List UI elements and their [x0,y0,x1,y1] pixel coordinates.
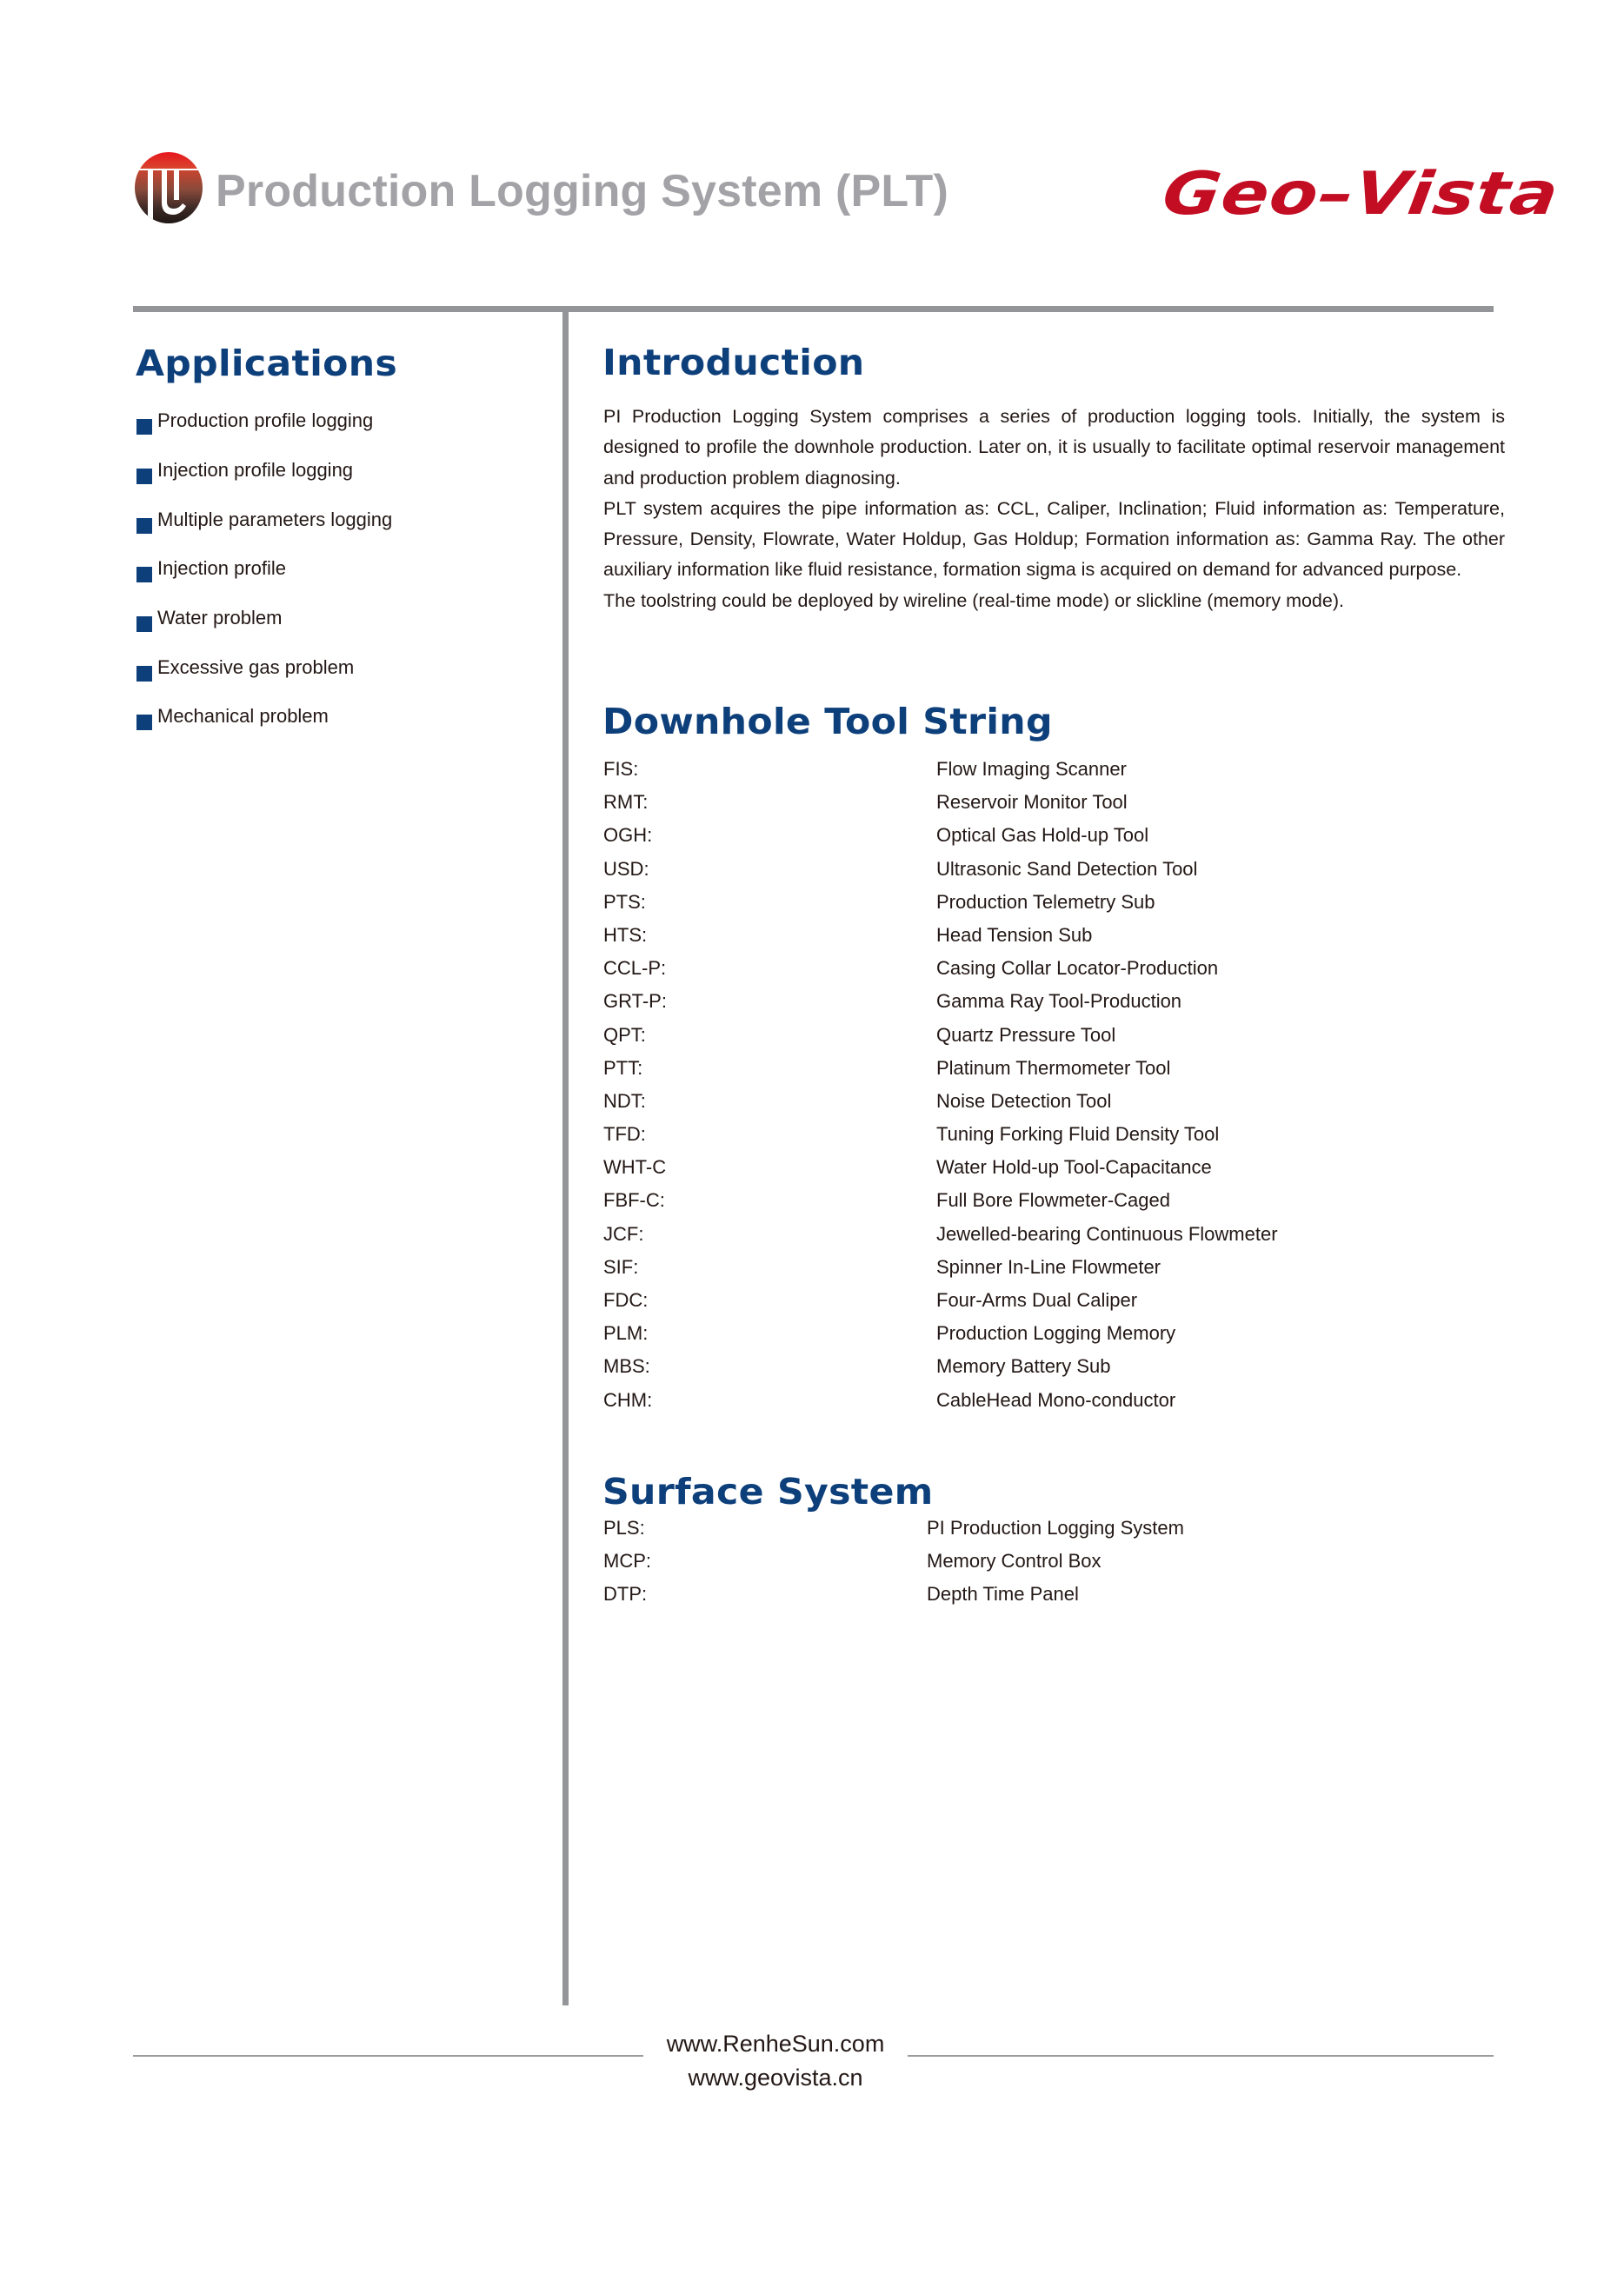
tool-string-table [603,758,1278,1422]
page-title: Production Logging System (PLT) [216,166,948,216]
system-name: Depth Time Panel [927,1583,1079,1605]
system-code: DTP: [603,1583,648,1605]
tool-name: Platinum Thermometer Tool [936,1056,1171,1079]
table-row [603,1223,1278,1256]
table-row [603,1057,1278,1090]
square-bullet-icon [136,567,152,582]
list-item: Mechanical problem [136,704,392,754]
tool-name: Water Hold-up Tool-Capacitance [936,1156,1212,1179]
tool-name: Reservoir Monitor Tool [936,791,1128,814]
table-row [603,1517,1184,1550]
introduction-heading: Introduction [602,342,865,383]
table-row [603,1389,1278,1422]
tool-code: SIF: [603,1255,639,1278]
table-row [603,957,1278,990]
tool-name: Optical Gas Hold-up Tool [936,824,1149,847]
system-code: PLS: [603,1517,645,1539]
tool-code: QPT: [603,1023,646,1046]
applications-heading: Applications [136,342,398,384]
system-name: Memory Control Box [927,1550,1102,1572]
tool-code: CCL-P: [603,957,667,980]
tool-code: HTS: [603,923,648,946]
tool-code: PTT: [603,1056,643,1079]
table-row [603,1256,1278,1289]
table-row [603,791,1278,824]
company-emblem-icon [134,151,203,224]
list-item: Injection profile logging [136,458,392,508]
tool-name: Quartz Pressure Tool [936,1023,1116,1046]
tool-code: FBF-C: [603,1189,665,1212]
tool-code: JCF: [603,1222,644,1245]
tool-name: Casing Collar Locator-Production [936,957,1219,980]
footer-link-renhesun[interactable]: www.RenheSun.com [666,2031,885,2057]
list-item: Multiple parameters logging [136,507,392,556]
table-row [603,1156,1278,1189]
surface-system-heading: Surface System [602,1471,934,1513]
tool-code: CHM: [603,1388,653,1411]
footer-divider-right [908,2055,1494,2057]
tool-code: RMT: [603,791,649,814]
footer-links [644,2027,907,2095]
square-bullet-icon [136,518,152,534]
tool-name: CableHead Mono-conductor [936,1388,1176,1411]
tool-name: Jewelled-bearing Continuous Flowmeter [936,1222,1278,1245]
table-row [603,824,1278,857]
intro-paragraph: The toolstring could be deployed by wireline (real-time mode) or slickline (memory mode). [603,589,1344,611]
tool-code: GRT-P: [603,990,667,1013]
list-item: Production profile logging [136,409,392,458]
intro-paragraph: PLT system acquires the pipe information as: CCL, Caliper, Inclination; Fluid information as: Temperature, Pressure, Density, Flowrate, Water Holdup, Gas Holdup; Formation information as: Gamma Ray. The other auxiliary information like fluid resistance, formation sigma is acquired on demand for advanced purpose. [603,497,1505,581]
column-divider [562,306,569,2005]
introduction-body [603,402,1505,616]
tool-name: Noise Detection Tool [936,1089,1112,1112]
tool-name: Tuning Forking Fluid Density Tool [936,1123,1220,1146]
applications-list [136,409,392,754]
tool-name: Ultrasonic Sand Detection Tool [936,857,1198,880]
tool-code: TFD: [603,1123,646,1146]
footer-link-geovista[interactable]: www.geovista.cn [688,2065,863,2091]
table-row [603,758,1278,791]
table-row [603,1090,1278,1123]
list-item: Excessive gas problem [136,655,392,704]
table-row [603,1355,1278,1388]
tool-code: FIS: [603,758,639,780]
tool-code: USD: [603,857,649,880]
square-bullet-icon [136,715,152,730]
table-row [603,1123,1278,1156]
tool-name: Gamma Ray Tool-Production [936,990,1182,1013]
table-row [603,990,1278,1023]
tool-name: Full Bore Flowmeter-Caged [936,1189,1170,1212]
table-row [603,1289,1278,1322]
geo-vista-logo: Geo–Vista [1158,160,1564,229]
header-divider [133,306,1494,312]
footer-divider-left [133,2055,643,2057]
tool-name: Production Telemetry Sub [936,890,1155,913]
tool-code: FDC: [603,1289,649,1311]
table-row [603,1583,1184,1616]
list-item: Injection profile [136,556,392,606]
system-code: MCP: [603,1550,651,1572]
tool-name: Head Tension Sub [936,923,1093,946]
square-bullet-icon [136,469,152,484]
square-bullet-icon [136,616,152,632]
table-row [603,1550,1184,1583]
tool-name: Spinner In-Line Flowmeter [936,1255,1161,1278]
table-row [603,1322,1278,1355]
list-item: Water problem [136,606,392,655]
table-row [603,891,1278,924]
table-row [603,1189,1278,1222]
system-name: PI Production Logging System [927,1517,1184,1539]
tool-code: NDT: [603,1089,646,1112]
tool-code: MBS: [603,1355,650,1378]
intro-paragraph: PI Production Logging System comprises a series of production logging tools. Initially, the system is designed to profile the downhole production. Later on, it is usually to facilitate optimal reservoir management and production problem diagnosing. [603,406,1505,489]
tool-code: PLM: [603,1322,649,1345]
tool-name: Four-Arms Dual Caliper [936,1289,1138,1311]
downhole-tool-string-heading: Downhole Tool String [602,701,1053,742]
tool-code: WHT-C [603,1156,667,1179]
table-row [603,858,1278,891]
table-row [603,924,1278,957]
tool-code: OGH: [603,824,653,847]
tool-name: Production Logging Memory [936,1322,1176,1345]
square-bullet-icon [136,666,152,682]
tool-name: Flow Imaging Scanner [936,758,1127,780]
square-bullet-icon [136,419,152,435]
surface-system-table [603,1517,1184,1616]
tool-name: Memory Battery Sub [936,1355,1111,1378]
tool-code: PTS: [603,890,646,913]
table-row [603,1024,1278,1057]
